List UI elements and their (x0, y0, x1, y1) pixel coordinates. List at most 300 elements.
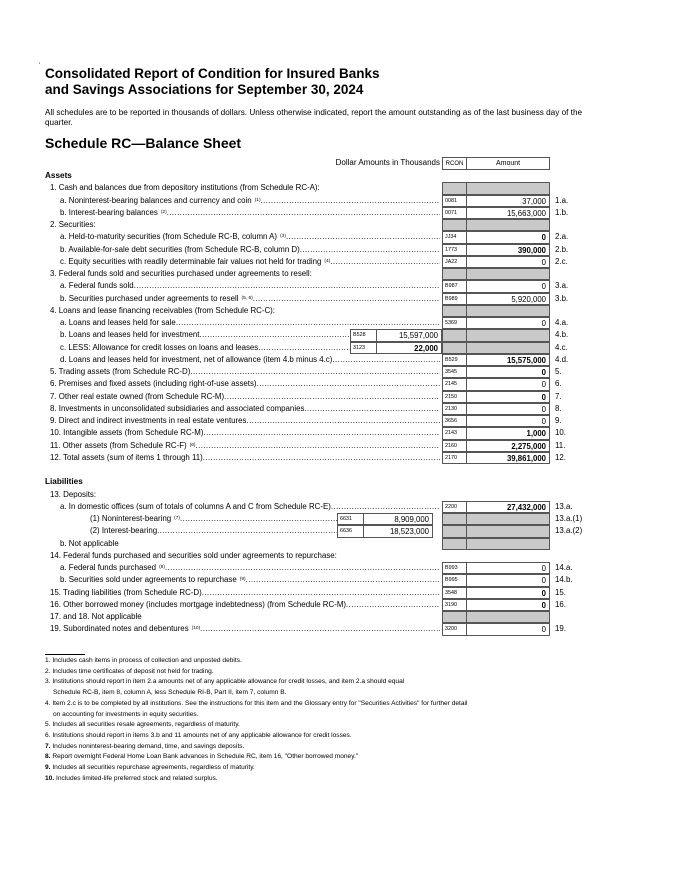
section-heading: Liabilities (45, 477, 83, 487)
line-item-label (50, 378, 440, 390)
footnote-text: Item 2.c is to be completed by all institutions. See the instructions for this item and the Glossary entry for "Securities Activities" for further detail (52, 699, 468, 707)
item-number: 10. (555, 428, 566, 438)
line-item-text: 4. Loans and lease financing receivables (from Schedule RC-C): (50, 305, 275, 315)
item-number: 2.a. (555, 232, 569, 242)
leader-dots (190, 366, 440, 378)
amount-field[interactable]: 0 (467, 378, 550, 390)
table-row (45, 489, 640, 501)
inner-rcon-code: 6636 (337, 525, 364, 537)
leader-dots (312, 268, 440, 280)
amount-field (467, 513, 550, 525)
footnote-text: on accounting for investments in equity securities. (53, 710, 199, 718)
footnote-divider (45, 654, 85, 655)
footnote (45, 699, 605, 710)
line-items (45, 170, 640, 636)
rcon-code: 2160 (442, 440, 467, 452)
line-item-label (50, 268, 440, 280)
line-item-text: a. Noninterest-bearing balances and currency and coin (60, 195, 252, 205)
table-row (45, 415, 640, 427)
line-item-label (60, 293, 440, 305)
dollar-amounts-caption: Dollar Amounts in Thousands (335, 158, 440, 167)
line-item-label (50, 219, 440, 231)
rcon-code: JA22 (442, 256, 467, 268)
amount-field[interactable]: 27,432,000 (467, 501, 550, 513)
item-number: 14.a. (555, 563, 573, 572)
rcon-code (442, 182, 467, 194)
footnote-text: Report overnight Federal Home Loan Bank advances in Schedule RC, item 16, "Other borrowed money." (52, 753, 359, 761)
table-row (45, 550, 640, 562)
leader-dots (200, 623, 440, 635)
inner-amount-field[interactable]: 8,909,000 (364, 513, 433, 525)
item-number: 3.a. (555, 281, 569, 291)
line-item-label (60, 317, 440, 329)
inner-rcon-code: B528 (350, 329, 377, 341)
table-row (45, 366, 640, 378)
line-item-text: 3. Federal funds sold and securities purchased under agreements to resell: (50, 269, 312, 278)
schedule-title: Schedule RC—Balance Sheet (45, 135, 242, 151)
amount-field[interactable]: 0 (467, 415, 550, 427)
leader-dots (119, 538, 440, 550)
line-item-label (60, 256, 440, 268)
amount-field (467, 611, 550, 623)
line-item-label (90, 525, 337, 537)
table-row (45, 207, 640, 219)
footnote (45, 763, 605, 774)
amount-field[interactable]: 0 (467, 623, 550, 635)
amount-field[interactable]: 0 (467, 403, 550, 415)
line-item-text: b. Not applicable (60, 538, 119, 548)
footnote-number: 1. (45, 657, 51, 664)
line-item-label (60, 562, 440, 574)
item-number: 13.a.(2) (555, 526, 583, 536)
rcon-code: 2150 (442, 391, 467, 403)
line-item-text: 15. Trading liabilities (from Schedule RC-D) (50, 587, 202, 597)
table-header (45, 157, 640, 170)
table-row (45, 513, 640, 525)
table-row (45, 611, 640, 623)
leader-dots (246, 415, 440, 427)
rcon-code: 2130 (442, 403, 467, 415)
footnote-number: 7. (45, 742, 51, 750)
footnote-number: 4. (45, 699, 51, 707)
footnote (45, 752, 605, 763)
footnote (45, 742, 605, 753)
rcon-header: RCON (442, 157, 467, 170)
leader-dots (203, 452, 440, 464)
rcon-code (442, 538, 467, 550)
amount-field[interactable]: 0 (467, 256, 550, 268)
leader-dots (142, 611, 440, 623)
item-number: 4.d. (555, 354, 569, 364)
amount-field[interactable]: 0 (467, 587, 550, 599)
amount-field (467, 525, 550, 537)
leader-dots (261, 195, 440, 207)
amount-field[interactable]: 0 (467, 599, 550, 611)
rcon-code (442, 525, 467, 537)
line-item-text: d. Loans and leases held for investment, net of allowance (item 4.b minus 4.c) (60, 354, 333, 364)
table-row (45, 244, 640, 256)
line-item-label (50, 391, 440, 403)
table-row (45, 329, 640, 341)
footnote-number: 3. (45, 678, 51, 686)
leader-dots (180, 513, 337, 525)
leader-dots (320, 182, 440, 194)
item-number: 16. (555, 599, 566, 609)
rcon-code: B987 (442, 280, 467, 292)
item-number: 4.a. (555, 318, 569, 327)
item-number: 13.a.(1) (555, 514, 583, 523)
footnote (45, 677, 605, 688)
inner-amount-field[interactable]: 15,597,000 (377, 329, 442, 341)
amount-field[interactable]: 0 (467, 317, 550, 329)
table-row (45, 623, 640, 635)
leader-dots (286, 231, 440, 243)
line-item-label (50, 427, 440, 439)
rcon-code (442, 305, 467, 317)
amount-field[interactable]: 2,275,000 (467, 440, 550, 452)
table-row (45, 280, 640, 292)
line-item-text: 16. Other borrowed money (includes mortgage indebtedness) (from Schedule RC-M) (50, 599, 347, 609)
line-item-text: b. Loans and leases held for investment (60, 330, 200, 340)
rcon-code: 2145 (442, 378, 467, 390)
table-row (45, 268, 640, 280)
line-item-label (60, 207, 440, 219)
item-number: 3.b. (555, 293, 569, 303)
footnote (45, 667, 605, 678)
table-row (45, 219, 640, 231)
line-item-label (90, 513, 337, 525)
line-item-text: 11. Other assets (from Schedule RC-F) (50, 440, 187, 450)
report-title-line2: and Savings Associations for September 30, 2024 (45, 82, 364, 97)
rcon-code: 3200 (442, 623, 467, 635)
line-item-text: 8. Investments in unconsolidated subsidiaries and associated companies (50, 403, 305, 413)
footnotes (45, 656, 605, 784)
footnote (45, 710, 605, 721)
line-item-label (60, 329, 350, 341)
footnote-number: 2. (45, 667, 51, 675)
line-item-label (50, 452, 440, 464)
rcon-code (442, 342, 467, 354)
table-row (45, 182, 640, 194)
item-number: 4.b. (555, 330, 569, 340)
line-item-label (50, 403, 440, 415)
footnote-text: Includes time certificates of deposit not held for trading. (52, 667, 214, 675)
line-item-text: a. In domestic offices (sum of totals of columns A and C from Schedule RC-E) (60, 501, 331, 511)
line-item-label (50, 182, 440, 194)
item-number: 11. (555, 440, 566, 450)
table-row (45, 538, 640, 550)
rcon-code: 2170 (442, 452, 467, 464)
footnote (45, 688, 605, 699)
table-row (45, 305, 640, 317)
table-row (45, 354, 640, 366)
line-item-text: 19. Subordinated notes and debentures (50, 624, 189, 634)
footnote (45, 731, 605, 742)
table-row (45, 293, 640, 305)
table-row (45, 476, 640, 488)
inner-amount-field[interactable]: 22,000 (377, 342, 442, 354)
table-row (45, 599, 640, 611)
leader-dots (331, 501, 440, 513)
footnote-text: Institutions should report in item 2.a amounts net of any applicable allowance for credit losses, and item 2.a should equal (52, 678, 405, 686)
footnote (45, 720, 605, 731)
item-number: 7. (555, 391, 562, 401)
footnote-number: 9. (45, 764, 51, 772)
line-item-label (60, 195, 440, 207)
line-item-label (60, 574, 440, 586)
line-item-text: 7. Other real estate owned (from Schedule RC-M) (50, 391, 225, 401)
table-row (45, 574, 640, 586)
item-number: 1.b. (555, 207, 569, 217)
leader-dots (202, 587, 440, 599)
amount-field[interactable]: 1,000 (467, 427, 550, 439)
item-number: 6. (555, 379, 562, 389)
table-row (45, 440, 640, 452)
leader-dots (346, 599, 440, 611)
rcon-code: B995 (442, 574, 467, 586)
line-item-text: 9. Direct and indirect investments in real estate ventures (50, 416, 247, 425)
amount-field[interactable]: 0 (467, 280, 550, 292)
item-number: 8. (555, 403, 562, 413)
line-item-label (60, 342, 350, 354)
line-item-text: 1. Cash and balances due from depository institutions (from Schedule RC-A): (50, 183, 320, 193)
rcon-code: 3545 (442, 366, 467, 378)
line-item-text: 10. Intangible assets (from Schedule RC-M) (50, 428, 204, 438)
footnote-text: Includes limited-life preferred stock and related surplus. (56, 774, 218, 782)
amount-field[interactable]: 5,920,000 (467, 293, 550, 305)
amount-field (467, 219, 550, 231)
footnote-ref: (1) (254, 197, 261, 203)
amount-field (467, 305, 550, 317)
footnote (45, 774, 605, 785)
line-item-text: 17. and 18. Not applicable (50, 612, 142, 621)
leader-dots (304, 403, 440, 415)
leader-dots (253, 293, 440, 305)
table-row (45, 256, 640, 268)
amount-field[interactable]: 15,575,000 (467, 354, 550, 366)
amount-field[interactable]: 0 (467, 231, 550, 243)
amount-field (467, 182, 550, 194)
line-item-label (50, 599, 440, 611)
footnote-ref: (7) (174, 516, 181, 521)
table-row (45, 391, 640, 403)
table-row (45, 562, 640, 574)
table-row (45, 427, 640, 439)
table-row (45, 403, 640, 415)
line-item-label (50, 611, 440, 623)
line-item-label (60, 280, 440, 292)
amount-field[interactable]: 39,861,000 (467, 452, 550, 464)
leader-dots (224, 391, 440, 403)
table-row (45, 452, 640, 464)
line-item-text: 12. Total assets (sum of items 1 through 11) (50, 452, 203, 462)
leader-dots (96, 219, 440, 231)
line-item-text: a. Federal funds purchased (60, 563, 157, 572)
balance-sheet-form (45, 157, 640, 636)
inner-amount-field[interactable]: 18,523,000 (364, 525, 433, 537)
line-item-text: b. Securities purchased under agreements to resell (60, 293, 239, 303)
inner-rcon-code: 6631 (337, 513, 364, 525)
footnote-ref: (6) (189, 442, 196, 448)
footnote-text: Institutions should report in items 3.b and 11 amounts net of any applicable allowance for credit losses. (52, 731, 352, 739)
table-row (45, 464, 640, 476)
leader-dots (275, 305, 440, 317)
line-item-label (50, 489, 440, 501)
footnote-ref: (5, 6) (241, 295, 253, 301)
amount-field (467, 329, 550, 341)
item-number: 2.b. (555, 244, 569, 254)
inner-rcon-code: 3123 (350, 342, 377, 354)
leader-dots (204, 427, 441, 439)
line-item-label (60, 231, 440, 243)
amount-field (467, 268, 550, 280)
line-item-text: 6. Premises and fixed assets (including right-of-use assets) (50, 379, 257, 389)
line-item-text: b. Available-for-sale debt securities (from Schedule RC-B, column D) (60, 244, 300, 254)
line-item-text: b. Interest-bearing balances (60, 207, 158, 217)
line-item-text: 14. Federal funds purchased and securities sold under agreements to repurchase: (50, 550, 337, 560)
leader-dots (337, 550, 440, 562)
rcon-code: 1773 (442, 244, 467, 256)
leader-dots (134, 280, 440, 292)
item-number: 2.c. (555, 256, 568, 266)
footnote-ref: (9) (239, 577, 246, 583)
leader-dots (258, 342, 350, 354)
table-row (45, 342, 640, 354)
item-number: 1.a. (555, 195, 569, 205)
line-item-text: (1) Noninterest-bearing (90, 514, 172, 523)
rcon-code: B529 (442, 354, 467, 366)
rcon-code: 0081 (442, 195, 467, 207)
rcon-code (442, 513, 467, 525)
line-item-text: 13. Deposits: (50, 489, 97, 499)
line-item-text: c. LESS: Allowance for credit losses on loans and leases (60, 342, 259, 352)
table-row (45, 587, 640, 599)
rcon-code (442, 329, 467, 341)
rcon-code: 3548 (442, 587, 467, 599)
line-item-text: 2. Securities: (50, 220, 96, 229)
amount-field[interactable]: 390,000 (467, 244, 550, 256)
rcon-code: B989 (442, 293, 467, 305)
amount-field (467, 342, 550, 354)
leader-dots (157, 525, 337, 537)
amount-field[interactable]: 0 (467, 574, 550, 586)
amount-field[interactable]: 37,000 (467, 195, 550, 207)
footnote-ref: (10) (191, 626, 201, 632)
item-number: 15. (555, 587, 566, 597)
line-item-text: a. Held-to-maturity securities (from Schedule RC-B, column A) (60, 232, 278, 242)
amount-field[interactable]: 15,663,000 (467, 207, 550, 219)
item-number: 19. (555, 624, 566, 634)
footnote-text: Includes all securities repurchase agreements, regardless of maturity. (52, 764, 255, 772)
leader-dots (332, 354, 440, 366)
line-item-label (50, 366, 440, 378)
footnote-number: 8. (45, 753, 51, 761)
amount-header: Amount (467, 157, 550, 170)
amount-field[interactable]: 0 (467, 366, 550, 378)
footnote-number: 5. (45, 721, 51, 729)
footnote-ref: (4) (324, 258, 331, 264)
leader-dots (246, 574, 440, 586)
line-item-text: (2) Interest-bearing (90, 526, 158, 536)
intro-text: All schedules are to be reported in thousands of dollars. Unless otherwise indicated, report the amount outstanding as of the last business day of the quarter. (45, 108, 583, 127)
line-item-text: a. Loans and leases held for sale (60, 318, 176, 327)
leader-dots (257, 378, 440, 390)
leader-dots (167, 207, 440, 219)
table-row (45, 525, 640, 537)
item-number: 14.b. (555, 575, 573, 585)
line-item-label (50, 623, 440, 635)
footnote-ref: (3) (280, 234, 286, 240)
report-title-line1: Consolidated Report of Condition for Insured Banks (45, 66, 380, 81)
table-row (45, 317, 640, 329)
line-item-text: 5. Trading assets (from Schedule RC-D) (50, 367, 191, 376)
footnote-text: Includes cash items in process of collection and unposted debits. (52, 657, 242, 664)
leader-dots (330, 256, 440, 268)
line-item-label (60, 244, 440, 256)
amount-field (467, 538, 550, 550)
line-item-label (60, 538, 440, 550)
leader-dots (300, 244, 440, 256)
footnote-ref: (2) (160, 209, 167, 215)
tick-mark: ' (39, 63, 41, 69)
line-item-label (60, 501, 440, 513)
leader-dots (176, 317, 440, 329)
line-item-text: a. Federal funds sold (60, 281, 134, 291)
amount-field[interactable]: 0 (467, 391, 550, 403)
rcon-code: B993 (442, 562, 467, 574)
footnote-text: Includes noninterest-bearing demand, time, and savings deposits. (52, 742, 245, 750)
line-item-label (50, 305, 440, 317)
footnote-text: Includes all securities resale agreements, regardless of maturity. (52, 721, 240, 729)
amount-field[interactable]: 0 (467, 562, 550, 574)
line-item-text: c. Equity securities with readily determinable fair values not held for trading (60, 256, 322, 266)
line-item-label (50, 415, 440, 427)
footnote-ref: (8) (159, 565, 165, 570)
leader-dots (200, 329, 351, 341)
rcon-code (442, 219, 467, 231)
rcon-code: 0071 (442, 207, 467, 219)
line-item-label (60, 354, 440, 366)
item-number: 12. (555, 452, 566, 462)
footnote-number: 6. (45, 731, 51, 739)
leader-dots (165, 562, 440, 574)
section-heading: Assets (45, 171, 72, 180)
line-item-text: b. Securities sold under agreements to repurchase (60, 575, 237, 585)
table-row (45, 501, 640, 513)
rcon-code: 2200 (442, 501, 467, 513)
table-row (45, 195, 640, 207)
footnote (45, 656, 605, 667)
table-row (45, 378, 640, 390)
line-item-label (50, 550, 440, 562)
footnote-text: Schedule RC-B, item 8, column A, less Schedule RI-B, Part II, item 7, column B. (53, 689, 287, 697)
item-number: 13.a. (555, 501, 573, 511)
table-row (45, 170, 640, 182)
rcon-code (442, 268, 467, 280)
rcon-code: JJ34 (442, 231, 467, 243)
report-title (45, 66, 380, 98)
item-number: 4.c. (555, 342, 568, 352)
table-row (45, 231, 640, 243)
line-item-label (50, 587, 440, 599)
leader-dots (96, 489, 440, 501)
line-item-label (50, 440, 440, 452)
rcon-code: 5369 (442, 317, 467, 329)
item-number: 5. (555, 367, 562, 376)
rcon-code: 3656 (442, 415, 467, 427)
footnote-number: 10. (45, 774, 55, 782)
rcon-code: 3190 (442, 599, 467, 611)
